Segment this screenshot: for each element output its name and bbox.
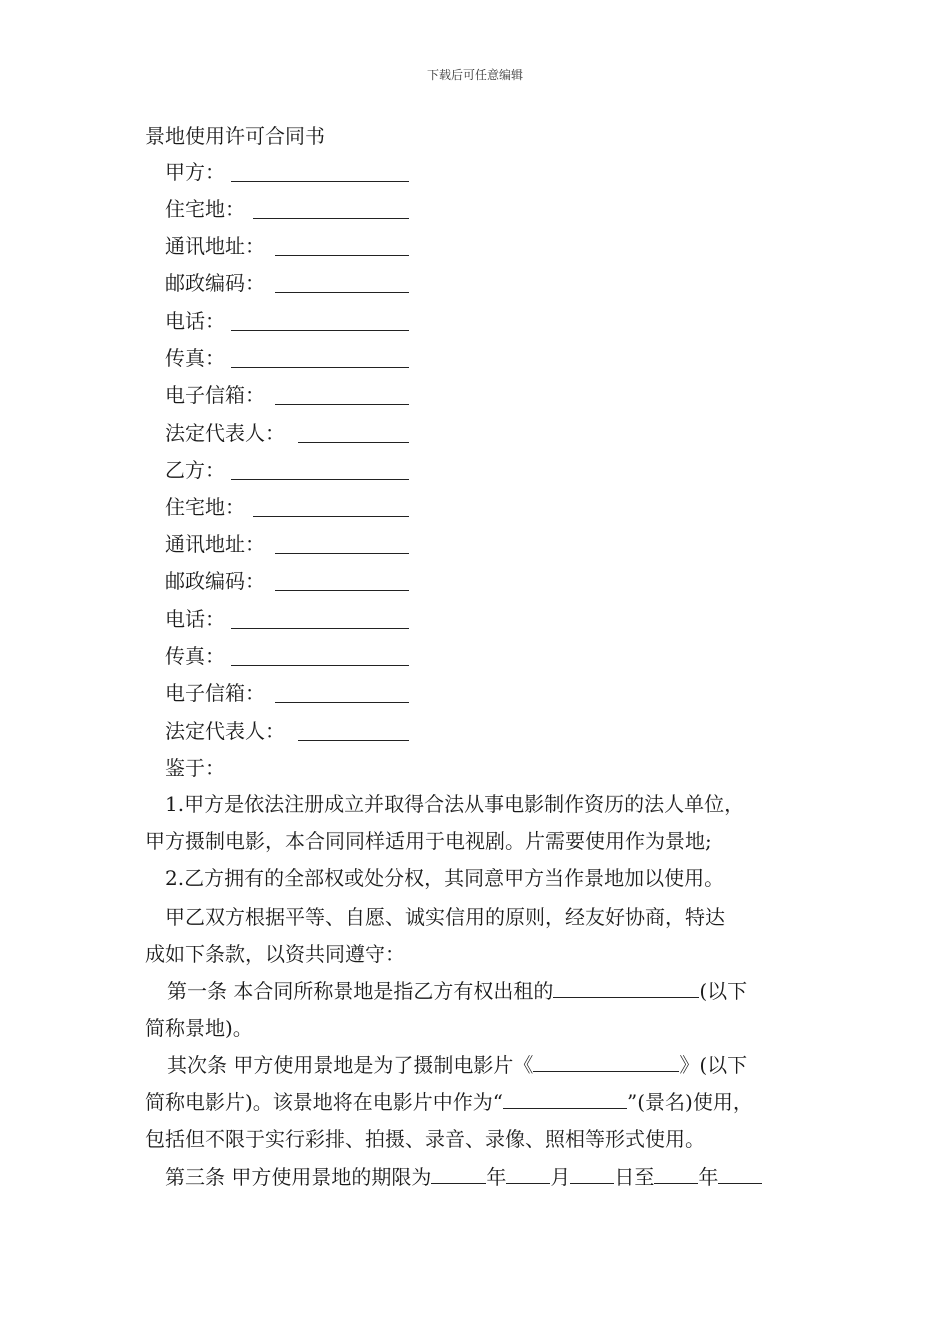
blank-line bbox=[231, 330, 409, 331]
field-label: 甲方： bbox=[165, 160, 225, 184]
blank-line bbox=[533, 1049, 679, 1072]
article-2-suffix-2: ”(景名)使用， bbox=[627, 1090, 753, 1114]
blank-line bbox=[506, 1161, 550, 1184]
party-a-phone-field bbox=[165, 307, 225, 335]
intro-line-2: 成如下条款，以资共同遵守： bbox=[145, 942, 405, 966]
blank-line bbox=[231, 367, 409, 368]
blank-line bbox=[231, 479, 409, 480]
party-a-legal-rep-field bbox=[165, 419, 285, 447]
party-a-residence-field bbox=[165, 195, 245, 223]
year-label-2: 年 bbox=[698, 1165, 719, 1189]
article-1-line-2: 简称景地)。 bbox=[145, 1016, 253, 1040]
blank-line bbox=[654, 1161, 698, 1184]
field-label: 电话： bbox=[165, 607, 225, 631]
blank-line bbox=[275, 702, 409, 703]
field-label: 通讯地址： bbox=[165, 234, 265, 258]
party-a-address-field bbox=[165, 232, 265, 260]
blank-line bbox=[231, 181, 409, 182]
blank-line bbox=[298, 442, 409, 443]
blank-line bbox=[231, 665, 409, 666]
blank-line bbox=[553, 975, 699, 998]
blank-line bbox=[275, 292, 409, 293]
clause-1-line-1: 1.甲方是依法注册成立并取得合法从事电影制作资历的法人单位， bbox=[165, 792, 745, 816]
field-label: 邮政编码： bbox=[165, 569, 265, 593]
party-b-postcode-field bbox=[165, 567, 265, 595]
article-3-text: 第三条 甲方使用景地的期限为 bbox=[165, 1165, 432, 1189]
party-a-name-field bbox=[165, 158, 225, 186]
field-label: 乙方： bbox=[165, 458, 225, 482]
blank-line bbox=[231, 628, 409, 629]
article-2-text-2: 简称电影片)。该景地将在电影片中作为“ bbox=[145, 1090, 504, 1114]
header-note: 下载后可任意编辑 bbox=[426, 68, 523, 82]
field-label: 法定代表人： bbox=[165, 719, 285, 743]
blank-line bbox=[431, 1161, 486, 1184]
party-b-fax-field bbox=[165, 642, 225, 670]
field-label: 传真： bbox=[165, 346, 225, 370]
article-2-text: 其次条 甲方使用景地是为了摄制电影片《 bbox=[167, 1053, 534, 1077]
article-3-line-1 bbox=[145, 1159, 845, 1196]
article-2-suffix: 》(以下 bbox=[679, 1053, 748, 1077]
year-label: 年 bbox=[486, 1165, 507, 1189]
article-1-line-1 bbox=[145, 973, 847, 1010]
blank-line bbox=[503, 1086, 627, 1109]
field-label: 住宅地： bbox=[165, 197, 245, 221]
blank-line bbox=[275, 590, 409, 591]
clause-1-line-2: 甲方摄制电影，本合同同样适用于电视剧。片需要使用作为景地; bbox=[145, 829, 712, 853]
article-2-line-3: 包括但不限于实行彩排、拍摄、录音、录像、照相等形式使用。 bbox=[145, 1127, 705, 1151]
blank-line bbox=[275, 255, 409, 256]
field-label: 法定代表人： bbox=[165, 421, 285, 445]
document-title: 景地使用许可合同书 bbox=[145, 124, 325, 148]
party-b-name-field bbox=[165, 456, 225, 484]
party-b-legal-rep-field bbox=[165, 717, 285, 745]
field-label: 住宅地： bbox=[165, 495, 245, 519]
field-label: 邮政编码： bbox=[165, 271, 265, 295]
party-b-address-field bbox=[165, 530, 265, 558]
field-label: 电子信箱： bbox=[165, 681, 265, 705]
blank-line bbox=[253, 218, 409, 219]
party-a-email-field bbox=[165, 381, 265, 409]
field-label: 传真： bbox=[165, 644, 225, 668]
day-to-label: 日至 bbox=[614, 1165, 655, 1189]
party-a-fax-field bbox=[165, 344, 225, 372]
clause-2: 2.乙方拥有的全部权或处分权，其同意甲方当作景地加以使用。 bbox=[165, 866, 725, 890]
article-1-suffix: (以下 bbox=[699, 979, 748, 1003]
blank-line bbox=[275, 553, 409, 554]
blank-line bbox=[275, 404, 409, 405]
whereas-heading: 鉴于： bbox=[165, 756, 225, 780]
blank-line bbox=[718, 1161, 762, 1184]
party-b-email-field bbox=[165, 679, 265, 707]
article-2-line-2 bbox=[145, 1084, 825, 1121]
intro-line-1: 甲乙双方根据平等、自愿、诚实信用的原则，经友好协商，特达 bbox=[165, 905, 725, 929]
party-b-phone-field bbox=[165, 605, 225, 633]
party-b-residence-field bbox=[165, 493, 245, 521]
field-label: 电话： bbox=[165, 309, 225, 333]
blank-line bbox=[570, 1161, 614, 1184]
field-label: 电子信箱： bbox=[165, 383, 265, 407]
article-2-line-1 bbox=[145, 1047, 847, 1084]
month-label: 月 bbox=[550, 1165, 571, 1189]
party-a-postcode-field bbox=[165, 269, 265, 297]
blank-line bbox=[298, 740, 409, 741]
blank-line bbox=[253, 516, 409, 517]
article-1-text: 第一条 本合同所称景地是指乙方有权出租的 bbox=[167, 979, 554, 1003]
field-label: 通讯地址： bbox=[165, 532, 265, 556]
